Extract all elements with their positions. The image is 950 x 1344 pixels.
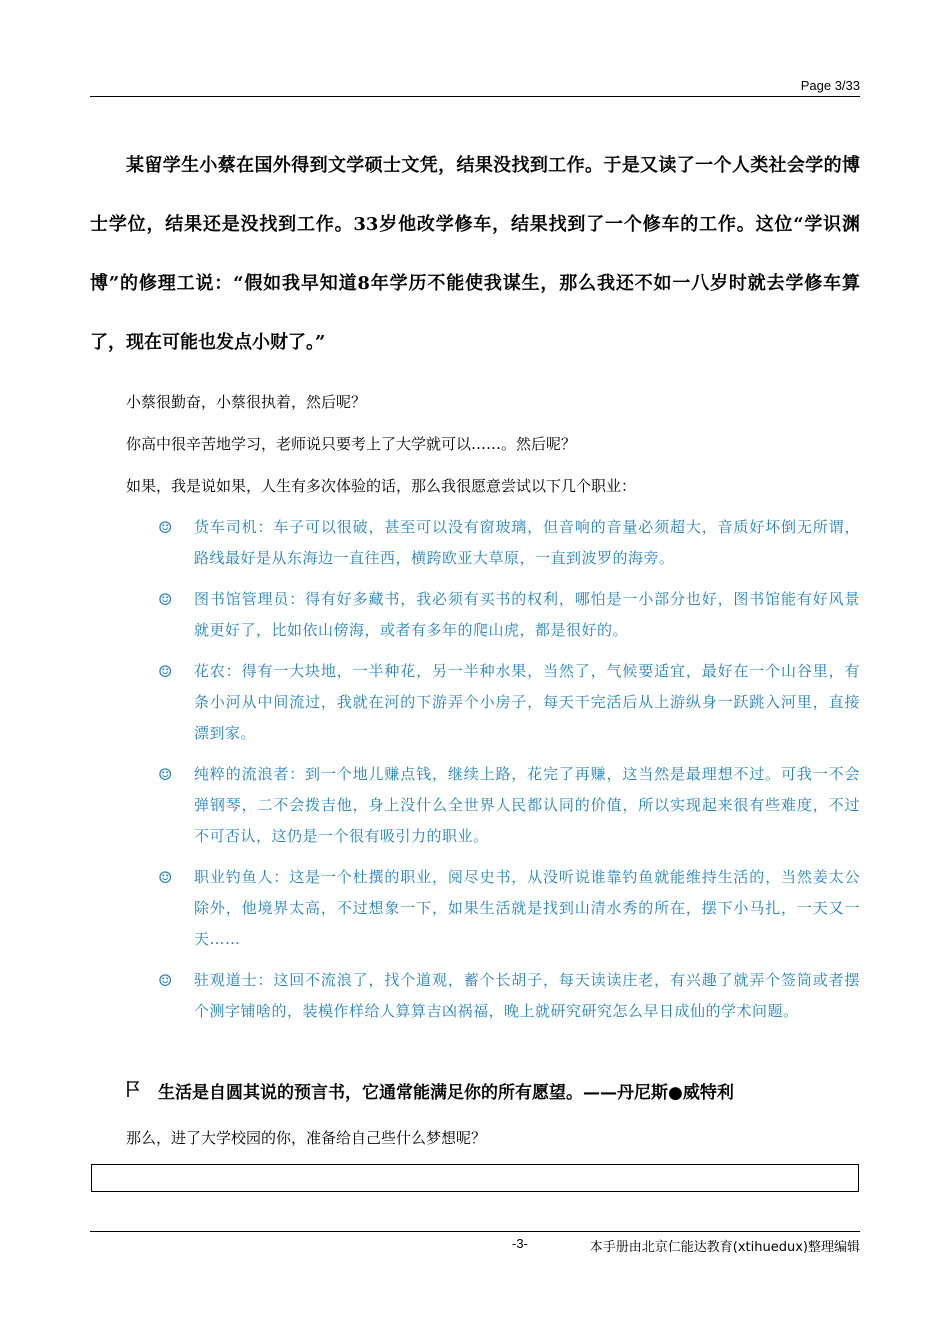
footer-editor-note: 本手册由北京仁能达教育(xtihuedux)整理编辑	[589, 1240, 860, 1255]
list-item: ☺ 图书馆管理员：得有好多藏书，我必须有买书的权利，哪怕是一小部分也好，图书馆能有好风景就更好了，比如依山傍海，或者有多年的爬山虎，都是很好的。	[126, 584, 860, 646]
smiley-icon: ☺	[158, 518, 173, 537]
list-item: ☺ 职业钓鱼人：这是一个杜撰的职业，阅尽史书，从没听说谁靠钓鱼就能维持生活的，当然姜太公除外，他境界太高，不过想象一下，如果生活就是找到山清水秀的所在，摆下小马扎，一天又一天……	[126, 862, 860, 955]
smiley-icon: ☺	[158, 590, 173, 609]
smiley-icon: ☺	[158, 662, 173, 681]
paragraph-2: 你高中很辛苦地学习，老师说只要考上了大学就可以……。然后呢？	[126, 435, 577, 453]
page-label: Page 3/33	[800, 78, 860, 93]
footer-page-number: -3-	[512, 1236, 528, 1251]
smiley-icon: ☺	[158, 765, 173, 784]
flag-icon	[126, 1080, 146, 1106]
page-header	[90, 78, 860, 97]
list-item: ☺ 货车司机：车子可以很破，甚至可以没有窗玻璃，但音响的音量必须超大，音质好坏倒无所谓，路线最好是从东海边一直往西，横跨欧亚大草原，一直到波罗的海旁。	[126, 512, 860, 574]
list-item: ☺ 花农：得有一大块地，一半种花，另一半种水果，当然了，气候要适宜，最好在一个山谷里，有条小河从中间流过，我就在河的下游弄个小房子，每天干完活后从上游纵身一跃跳入河里，直接漂到家。	[126, 656, 860, 749]
smiley-icon: ☺	[158, 868, 173, 887]
answer-box[interactable]	[91, 1164, 859, 1192]
footer-divider	[90, 1231, 860, 1232]
career-list	[126, 512, 860, 1037]
quote-line	[126, 1080, 860, 1106]
list-item: ☺ 纯粹的流浪者：到一个地儿赚点钱，继续上路，花完了再赚，这当然是最理想不过。可我一不会弹钢琴，二不会拨吉他，身上没什么全世界人民都认同的价值，所以实现起来很有些难度，不过不可否认，这仍是一个很有吸引力的职业。	[126, 759, 860, 852]
paragraph-1: 小蔡很勤奋，小蔡很执着，然后呢？	[126, 393, 367, 411]
question-text: 那么，进了大学校园的你，准备给自己些什么梦想呢？	[126, 1129, 487, 1147]
smiley-icon: ☺	[158, 971, 173, 990]
paragraph-3: 如果，我是说如果，人生有多次体验的话，那么我很愿意尝试以下几个职业：	[126, 477, 637, 495]
story-paragraph: 某留学生小蔡在国外得到文学硕士文凭，结果没找到工作。于是又读了一个人类社会学的博士学位，结果还是没找到工作。33岁他改学修车，结果找到了一个修车的工作。这位“学识渊博”的修理工说：“假如我早知道8年学历不能使我谋生，那么我还不如一八岁时就去学修车算了，现在可能也发点小财了。”	[90, 155, 860, 353]
quote-text: 生活是自圆其说的预言书，它通常能满足你的所有愿望。——丹尼斯●威特利	[158, 1083, 734, 1103]
list-item: ☺ 驻观道士：这回不流浪了，找个道观，蓄个长胡子，每天读读庄老，有兴趣了就弄个签筒或者摆个测字铺啥的，装模作样给人算算吉凶祸福，晚上就研究研究怎么早日成仙的学术问题。	[126, 965, 860, 1027]
